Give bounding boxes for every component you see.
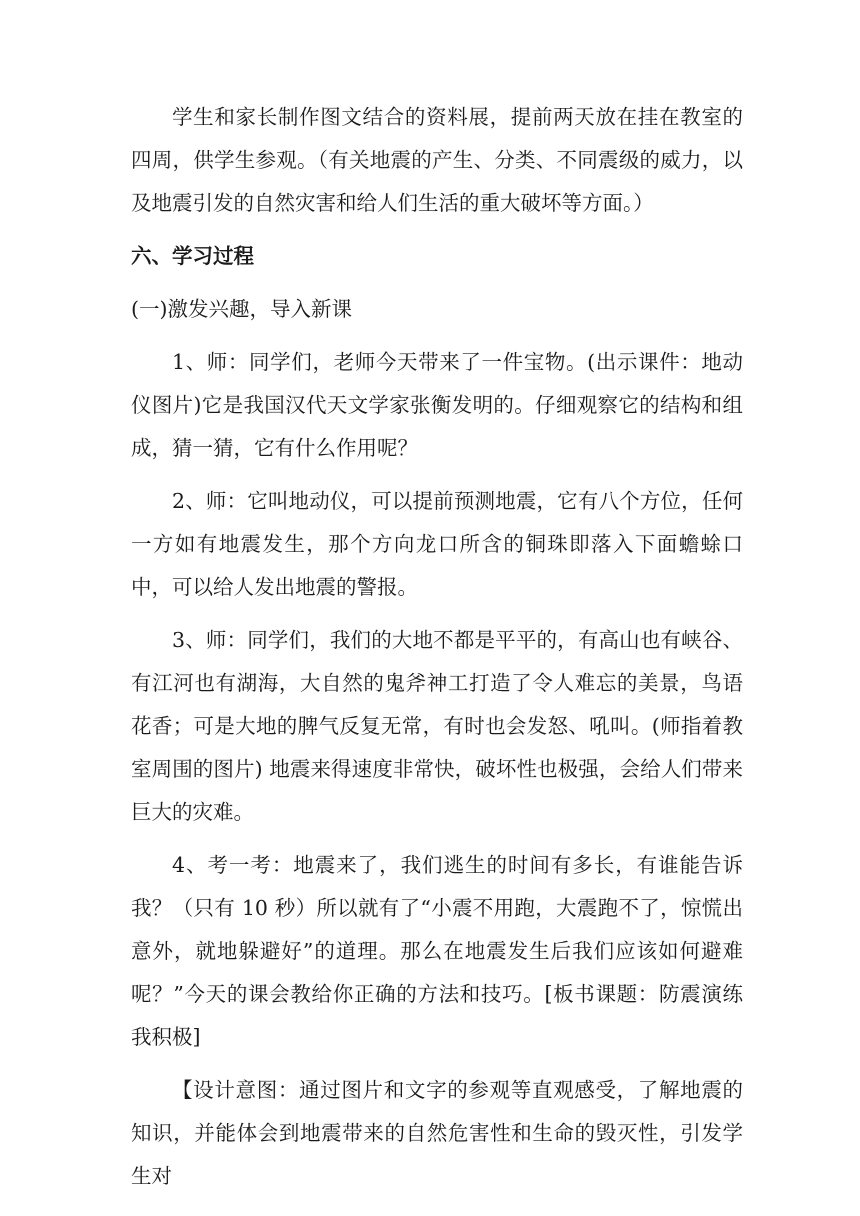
step-paragraph-1: 1、师：同学们，老师今天带来了一件宝物。(出示课件：地动仪图片)它是我国汉代天文学家张衡发明的。仔细观察它的结构和组成，猜一猜，它有什么作用呢？ bbox=[131, 350, 743, 460]
intro-paragraph: 学生和家长制作图文结合的资料展，提前两天放在挂在教室的四周，供学生参观。（有关地震的产生、分类、不同震级的威力，以及地震引发的自然灾害和给人们生活的重大破坏等方面。） bbox=[131, 105, 743, 215]
step-paragraph-3: 3、师：同学们，我们的大地不都是平平的，有高山也有峡谷、有江河也有湖海，大自然的鬼斧神工打造了令人难忘的美景，鸟语花香；可是大地的脾气反复无常，有时也会发怒、吼叫。(师指着教室周围的图片) 地震来得速度非常快，破坏性也极强，会给人们带来巨大的灾难。 bbox=[131, 628, 743, 824]
design-intent-paragraph: 【设计意图：通过图片和文字的参观等直观感受，了解地震的知识，并能体会到地震带来的自然危害性和生命的毁灭性，引发学生对 bbox=[131, 1078, 743, 1188]
step-paragraph-2: 2、师：它叫地动仪，可以提前预测地震，它有八个方位，任何一方如有地震发生，那个方向龙口所含的铜珠即落入下面蟾蜍口中，可以给人发出地震的警报。 bbox=[131, 489, 743, 599]
step-paragraph-4: 4、考一考：地震来了，我们逃生的时间有多长，有谁能告诉我？（只有 10 秒）所以就有了“小震不用跑，大震跑不了，惊慌出意外，就地躲避好”的道理。那么在地震发生后我们应该如何避难呢？”今天的课会教给你正确的方法和技巧。[板书课题：防震演练我积极] bbox=[131, 853, 743, 1049]
section-heading: 六、学习过程 bbox=[131, 244, 254, 268]
document-body bbox=[131, 96, 743, 1208]
subsection-heading: (一)激发兴趣，导入新课 bbox=[131, 297, 352, 321]
